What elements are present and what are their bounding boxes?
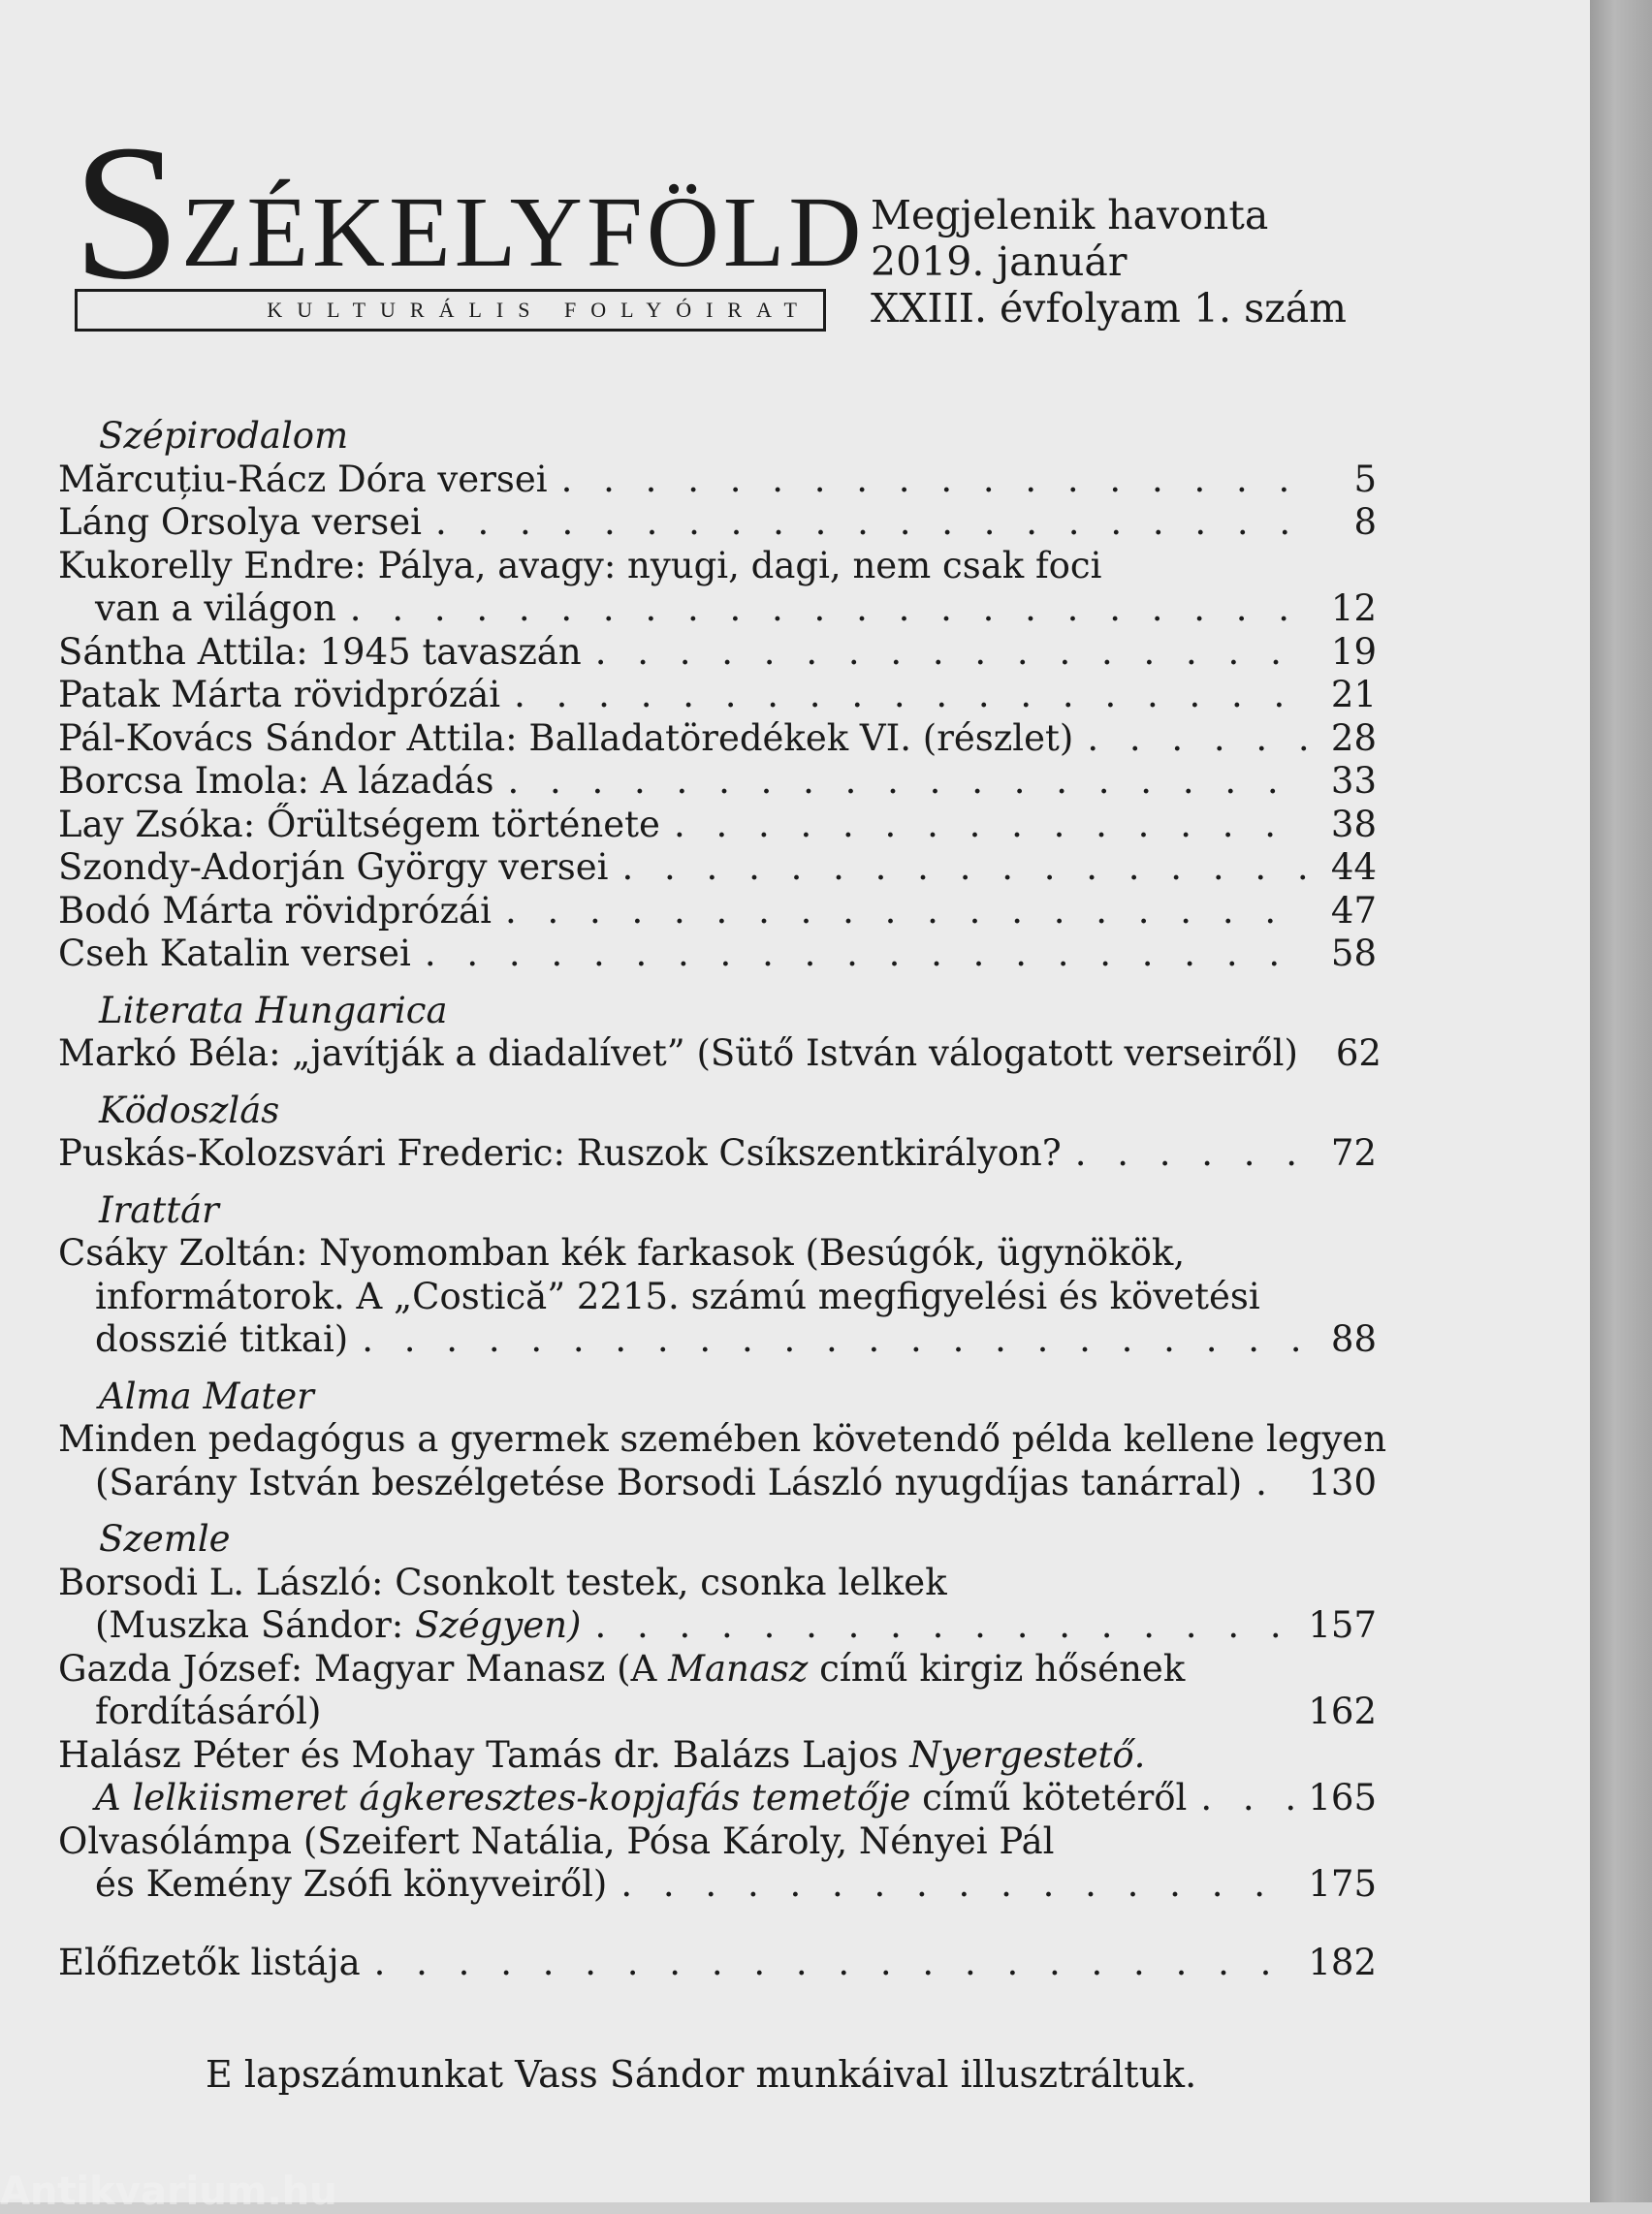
entry-page-number: 162 [1308, 1691, 1377, 1732]
dot-leader [425, 933, 1307, 976]
toc-entry-subscribers [58, 1942, 1377, 1985]
masthead-logo [73, 106, 866, 337]
entry-title: Kukorelly Endre: Pálya, avagy: nyugi, dagi, nem csak foci [58, 544, 1102, 586]
entry-title: Mărcuțiu-Rácz Dóra versei [58, 458, 548, 500]
toc-entry [58, 804, 1377, 847]
entry-title: Olvasólámpa (Szeifert Natália, Pósa Károly, Nényei Pál [58, 1819, 1055, 1862]
logo-title: ZÉKELYFÖLD [181, 176, 866, 288]
toc-entry [58, 674, 1377, 717]
entry-text: Halász Péter és Mohay Tamás dr. Balázs Lajos [58, 1733, 910, 1776]
logo-subtitle: KULTURÁLIS FOLYÓIRAT [267, 298, 811, 322]
section-title: Alma Mater [99, 1375, 314, 1417]
spacer [58, 1907, 1377, 1942]
dot-leader [1075, 1132, 1307, 1176]
entry-title: Szondy-Adorján György versei [58, 846, 609, 888]
entry-title: Markó Béla: „javítják a diadalívet” (Sütő István válogatott verseiről) [58, 1032, 1298, 1074]
entry-title: Bodó Márta rövidprózái [58, 889, 492, 932]
illustration-credit: E lapszámunkat Vass Sándor munkáival illusztráltuk. [206, 2053, 1197, 2096]
toc-entry [58, 890, 1377, 933]
entry-page-number: 58 [1330, 933, 1377, 974]
entry-title-continued [95, 1604, 581, 1648]
dot-leader [1255, 1462, 1296, 1505]
entry-page-number: 72 [1330, 1132, 1377, 1174]
toc-entry [58, 1418, 1387, 1504]
dot-leader [350, 587, 1307, 631]
entry-italic-title: A lelkiismeret ágkeresztes-kopjafás temetője [95, 1777, 911, 1819]
entry-page-number: 21 [1330, 674, 1377, 715]
publication-date: 2019. január [871, 238, 1128, 285]
entry-text: Gazda József: Magyar Manasz (A [58, 1647, 669, 1690]
logo-subtitle-band [75, 289, 826, 332]
entry-page-number: 12 [1330, 587, 1377, 629]
dot-leader [622, 846, 1307, 890]
entry-title [58, 1648, 1185, 1692]
entry-title: Sántha Attila: 1945 tavaszán [58, 630, 582, 673]
publication-volume: XXIII. évfolyam 1. szám [871, 285, 1348, 332]
dot-leader [1200, 1777, 1296, 1820]
toc-entry [58, 717, 1377, 761]
entry-title-continued: van a világon [95, 587, 336, 629]
toc-entry [58, 1562, 1377, 1648]
entry-page-number: 8 [1353, 501, 1377, 543]
entry-page-number: 130 [1308, 1461, 1377, 1503]
entry-page-number: 47 [1330, 889, 1377, 932]
toc-entry [58, 846, 1377, 890]
dot-leader [362, 1318, 1307, 1362]
entry-title: Lay Zsóka: Őrültségem története [58, 803, 660, 845]
entry-page-number: 157 [1308, 1604, 1377, 1646]
publication-info [871, 192, 1347, 332]
entry-title: Borcsa Imola: A lázadás [58, 760, 494, 802]
section-title: Ködoszlás [99, 1089, 280, 1131]
toc-entry [58, 933, 1377, 976]
watermark: Antikvarium.hu [0, 2169, 337, 2214]
entry-title-continued: és Kemény Zsófi könyveiről) [95, 1863, 608, 1905]
dot-leader [507, 760, 1307, 804]
toc-entry [58, 1734, 1377, 1820]
logo-initial: S [73, 106, 181, 320]
page-edge [1590, 0, 1652, 2202]
entry-title: Puskás-Kolozsvári Frederic: Ruszok Csíkszentkirályon? [58, 1132, 1062, 1174]
entry-title: Pál-Kovács Sándor Attila: Balladatöredékek VI. (részlet) [58, 716, 1074, 759]
dot-leader [505, 890, 1307, 933]
entry-italic-title: Manasz [668, 1647, 809, 1690]
dot-leader [594, 1604, 1296, 1648]
entry-title-continued: informátorok. A „Costică” 2215. számú megfigyelési és követési [95, 1275, 1260, 1317]
toc-entry [58, 1232, 1377, 1362]
entry-title: Borsodi L. László: Csonkolt testek, csonka lelkek [58, 1561, 947, 1603]
entry-page-number: 165 [1308, 1777, 1377, 1819]
entry-page-number: 44 [1330, 846, 1377, 888]
entry-title-continued: fordításáról) [95, 1691, 322, 1732]
entry-title: Patak Márta rövidprózái [58, 674, 501, 715]
table-of-contents [58, 415, 1387, 1984]
entry-page-number: 5 [1353, 458, 1377, 500]
toc-entry [58, 1648, 1377, 1734]
section-title: Literata Hungarica [99, 989, 448, 1031]
entry-page-number: 182 [1308, 1941, 1377, 1983]
section-title: Irattár [99, 1188, 219, 1231]
entry-text: (Muszka Sándor: [95, 1604, 415, 1646]
dot-leader [435, 501, 1307, 545]
entry-title: Cseh Katalin versei [58, 933, 411, 974]
entry-title: Csáky Zoltán: Nyomomban kék farkasok (Besúgók, ügynökök, [58, 1232, 1186, 1274]
dot-leader [595, 631, 1307, 675]
entry-text: című kötetéről [910, 1777, 1188, 1819]
toc-entry [58, 459, 1377, 502]
toc-entry [58, 1820, 1377, 1907]
entry-page-number: 38 [1330, 803, 1377, 845]
publication-frequency: Megjelenik havonta [871, 192, 1269, 238]
toc-entry [58, 501, 1377, 545]
entry-page-number: 28 [1330, 716, 1377, 759]
entry-page-number: 33 [1330, 760, 1377, 802]
dot-leader [561, 459, 1307, 502]
entry-page-number: 62 [1335, 1032, 1382, 1074]
entry-title: Láng Orsolya versei [58, 501, 422, 543]
entry-title-continued: (Sarány István beszélgetése Borsodi László nyugdíjas tanárral) [95, 1461, 1243, 1503]
dot-leader [674, 804, 1307, 847]
entry-title-continued: dosszié titkai) [95, 1318, 349, 1360]
section-title: Szemle [99, 1518, 231, 1560]
dot-leader [1087, 717, 1307, 761]
entry-title: Előfizetők listája [58, 1941, 361, 1983]
entry-italic-title: Szégyen) [414, 1604, 582, 1646]
entry-title-continued [95, 1777, 1187, 1820]
entry-title [58, 1734, 1145, 1778]
entry-text: című kirgiz hősének [808, 1647, 1186, 1690]
toc-entry [58, 545, 1377, 631]
toc-entry [58, 1132, 1377, 1176]
toc-entry [58, 631, 1377, 675]
entry-title: Minden pedagógus a gyermek szemében követendő példa kellene legyen [58, 1418, 1387, 1460]
entry-page-number: 88 [1330, 1318, 1377, 1360]
entry-page-number: 19 [1330, 630, 1377, 673]
dot-leader [514, 674, 1307, 717]
section-title: Szépirodalom [99, 415, 349, 457]
entry-italic-title: Nyergestető. [909, 1733, 1146, 1776]
toc-entry [58, 1032, 1382, 1076]
dot-leader [620, 1863, 1296, 1907]
toc-entry [58, 760, 1377, 804]
entry-page-number: 175 [1308, 1863, 1377, 1905]
dot-leader [374, 1942, 1297, 1985]
